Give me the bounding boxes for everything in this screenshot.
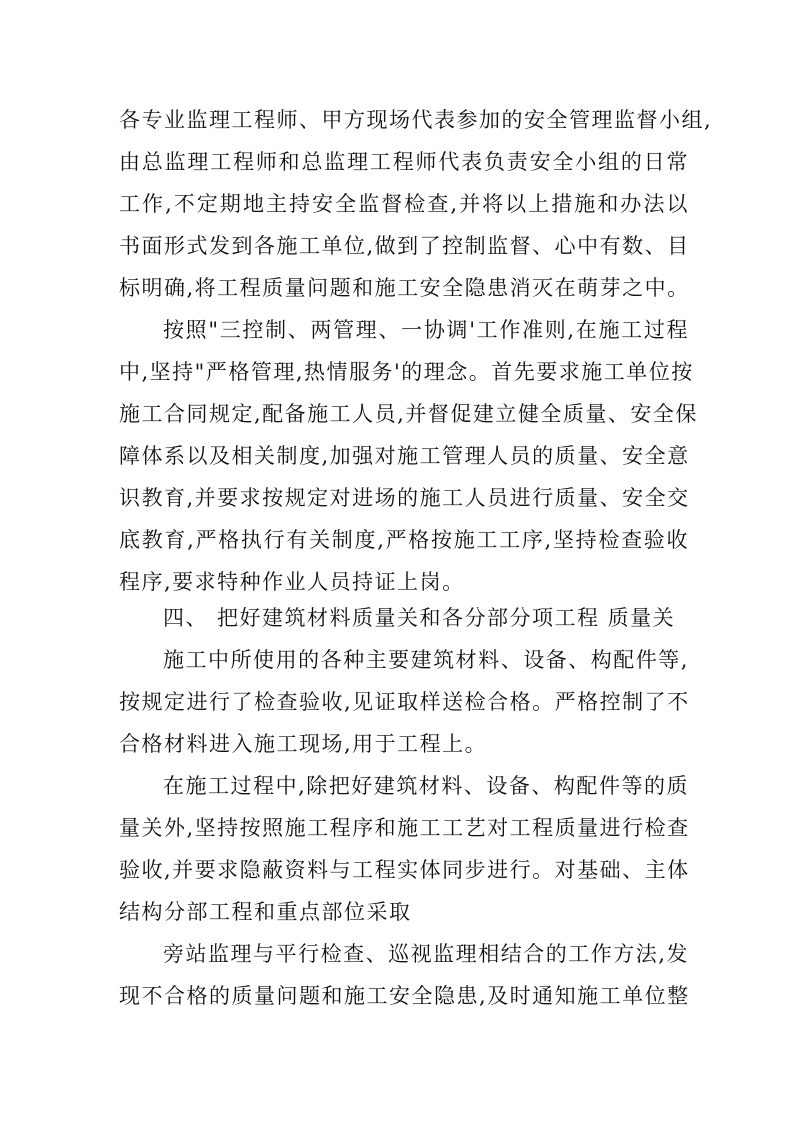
text-line: 结构分部工程和重点部位采取 (119, 900, 412, 924)
text-line: 程序,要求特种作业人员持证上岗。 (119, 570, 465, 594)
text-line: 识教育,并要求按规定对进场的施工人员进行质量、安全交 (119, 486, 690, 510)
text-line: 量关外,坚持按照施工程序和施工工艺对工程质量进行检查 (119, 816, 690, 840)
text-line: 按照"三控制、两管理、一协调'工作准则,在施工过程 (163, 318, 689, 342)
text-line: 在施工过程中,除把好建筑材料、设备、构配件等的质 (163, 774, 689, 798)
text-line: 验收,并要求隐蔽资料与工程实体同步进行。对基础、主体 (119, 858, 690, 882)
text-line: 旁站监理与平行检查、巡视监理相结合的工作方法,发 (163, 942, 689, 966)
text-line: 书面形式发到各施工单位,做到了控制监督、心中有数、目 (119, 234, 690, 258)
text-line: 底教育,严格执行有关制度,严格按施工工序,坚持检查验收 (119, 528, 689, 552)
text-line: 标明确,将工程质量问题和施工安全隐患消灭在萌芽之中。 (119, 276, 690, 300)
text-line: 工作,不定期地主持安全监督检查,并将以上措施和办法以 (119, 192, 689, 216)
section-heading-text: 把好建筑材料质量关和各分部分项工程 质量关 (217, 606, 676, 630)
text-line: 施工合同规定,配备施工人员,并督促建立健全质量、安全保 (119, 402, 698, 426)
text-line: 按规定进行了检查验收,见证取样送检合格。严格控制了不 (119, 690, 690, 714)
text-line: 施工中所使用的各种主要建筑材料、设备、构配件等, (163, 648, 689, 672)
text-line: 各专业监理工程师、甲方现场代表参加的安全管理监督小组, (119, 108, 713, 132)
section-heading-number: 四、 (163, 606, 208, 630)
text-line: 由总监理工程师和总监理工程师代表负责安全小组的日常 (119, 150, 689, 174)
text-line: 障体系以及相关制度,加强对施工管理人员的质量、安全意 (119, 444, 690, 468)
text-line: 合格材料进入施工现场,用于工程上。 (119, 732, 488, 756)
section-heading (163, 599, 675, 637)
text-line: 现不合格的质量问题和施工安全隐患,及时通知施工单位整 (119, 984, 690, 1008)
text-line: 中,坚持"严格管理,热情服务'的理念。首先要求施工单位按 (119, 360, 694, 384)
